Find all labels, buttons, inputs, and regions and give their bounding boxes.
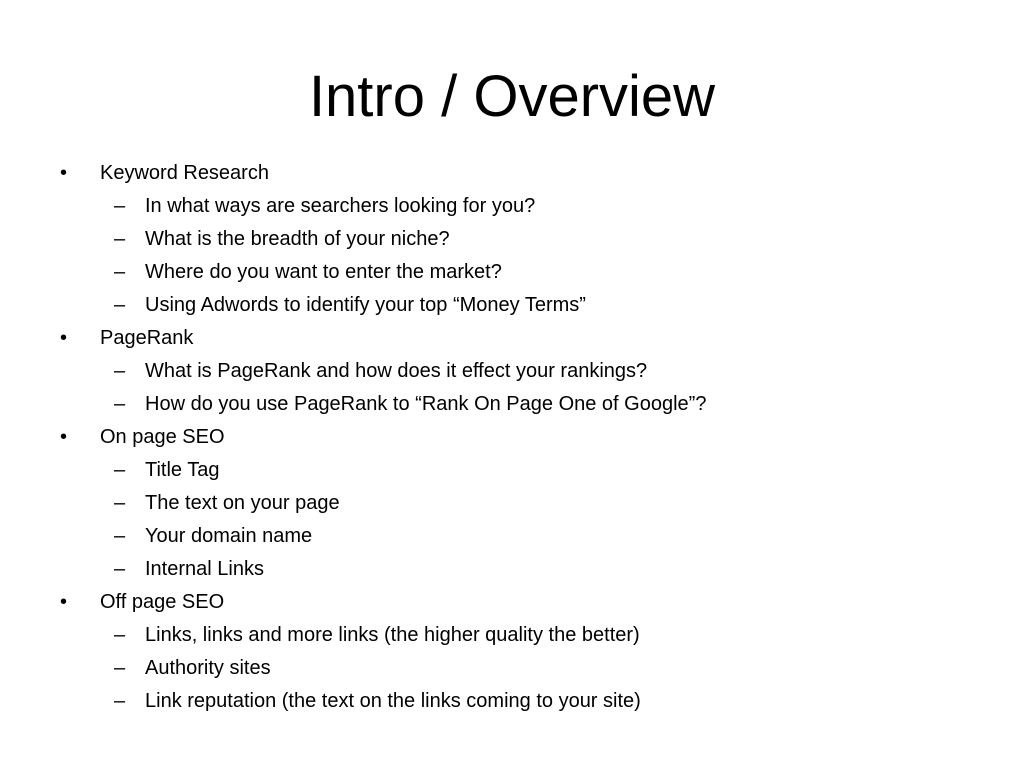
sub-item	[60, 487, 980, 520]
dash-icon: –	[114, 294, 126, 316]
sub-item-text: Authority sites	[145, 657, 271, 679]
sub-item-text: The text on your page	[145, 492, 340, 514]
sub-item-text: What is the breadth of your niche?	[145, 228, 450, 250]
dash-icon: –	[114, 393, 126, 415]
sub-item-text: Links, links and more links (the higher quality the better)	[145, 624, 640, 646]
dash-icon: –	[114, 195, 126, 217]
sub-item-text: Your domain name	[145, 525, 313, 547]
bullet-label: Keyword Research	[100, 162, 269, 184]
slide-title: Intro / Overview	[308, 64, 716, 129]
sub-item-text: In what ways are searchers looking for you?	[145, 195, 536, 217]
sub-item	[60, 388, 980, 421]
dash-icon: –	[114, 690, 126, 712]
dash-icon: –	[114, 228, 126, 250]
sub-item-text: Title Tag	[145, 459, 220, 481]
dash-icon: –	[114, 558, 126, 580]
slide-content	[60, 157, 980, 718]
bullet-item-keyword-research	[60, 157, 980, 190]
sub-item	[60, 619, 980, 652]
dash-icon: –	[114, 492, 126, 514]
sub-item	[60, 223, 980, 256]
sub-item	[60, 553, 980, 586]
sub-item-text: Where do you want to enter the market?	[145, 261, 502, 283]
dash-icon: –	[114, 459, 126, 481]
dash-icon: –	[114, 261, 126, 283]
sub-item-text: How do you use PageRank to “Rank On Page One of Google”?	[145, 393, 707, 415]
dash-icon: –	[114, 624, 126, 646]
sub-item	[60, 685, 980, 718]
sub-item	[60, 190, 980, 223]
sub-item	[60, 256, 980, 289]
bullet-item-off-page-seo	[60, 586, 980, 619]
sub-item-text: Using Adwords to identify your top “Money Terms”	[145, 294, 586, 316]
bullet-label: Off page SEO	[100, 591, 225, 613]
bullet-icon: •	[60, 426, 68, 448]
sub-item-text: Internal Links	[145, 558, 264, 580]
sub-item-text: What is PageRank and how does it effect your rankings?	[145, 360, 648, 382]
bullet-label: On page SEO	[100, 426, 225, 448]
sub-item	[60, 454, 980, 487]
dash-icon: –	[114, 525, 126, 547]
bullet-label: PageRank	[100, 327, 194, 349]
dash-icon: –	[114, 360, 126, 382]
sub-item	[60, 289, 980, 322]
bullet-item-on-page-seo	[60, 421, 980, 454]
bullet-item-pagerank	[60, 322, 980, 355]
sub-item	[60, 652, 980, 685]
bullet-icon: •	[60, 591, 68, 613]
dash-icon: –	[114, 657, 126, 679]
bullet-icon: •	[60, 327, 68, 349]
sub-item-text: Link reputation (the text on the links coming to your site)	[145, 690, 641, 712]
sub-item	[60, 355, 980, 388]
bullet-icon: •	[60, 162, 68, 184]
sub-item	[60, 520, 980, 553]
